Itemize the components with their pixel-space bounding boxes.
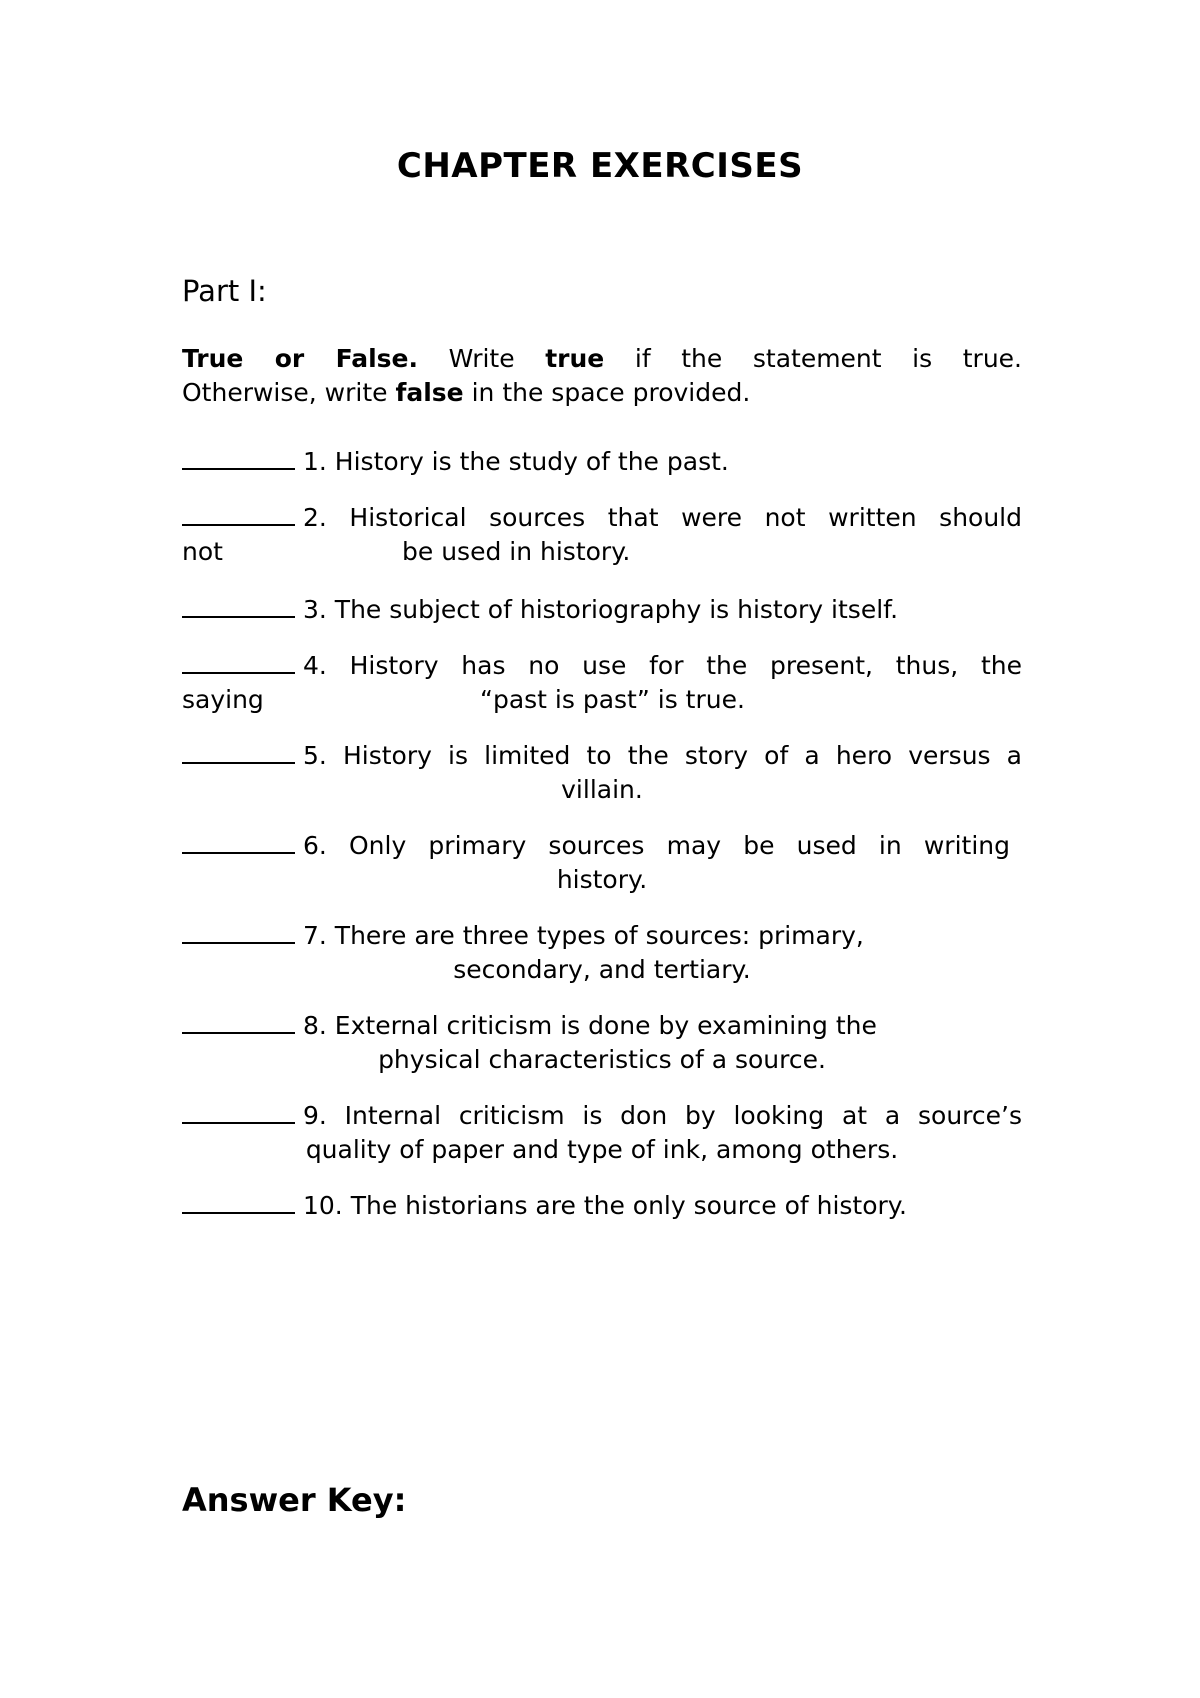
- answer-blank[interactable]: [182, 498, 295, 526]
- answer-blank[interactable]: [182, 1006, 295, 1034]
- question-1: [182, 442, 1022, 479]
- answer-blank[interactable]: [182, 826, 295, 854]
- instructions: [182, 342, 1022, 410]
- question-text: 8. External criticism is done by examining the: [303, 1011, 877, 1040]
- question-text: secondary, and tertiary.: [453, 955, 751, 984]
- answer-key-heading: Answer Key:: [182, 1481, 407, 1519]
- question-text: be used in history.: [402, 537, 631, 566]
- answer-blank[interactable]: [182, 1096, 295, 1124]
- question-text: history.: [556, 865, 648, 894]
- question-text: 3. The subject of historiography is history itself.: [303, 595, 899, 624]
- page-title: CHAPTER EXERCISES: [396, 146, 804, 186]
- question-7: [182, 916, 1022, 987]
- answer-blank[interactable]: [182, 590, 295, 618]
- question-text: 2. Historical sources that were not written should: [303, 503, 1022, 532]
- question-text: 5. History is limited to the story of a hero versus a: [303, 741, 1022, 770]
- question-text: 6. Only primary sources may be used in writing: [303, 831, 1010, 860]
- question-6: [182, 826, 1022, 897]
- question-3: [182, 590, 1022, 627]
- answer-blank[interactable]: [182, 646, 295, 674]
- question-5: [182, 736, 1022, 807]
- instructions-text: if the statement is true.: [634, 344, 1023, 373]
- instructions-bold-true: true: [545, 344, 605, 373]
- answer-blank[interactable]: [182, 916, 295, 944]
- instructions-text: Write: [448, 344, 515, 373]
- answer-blank[interactable]: [182, 442, 295, 470]
- question-10: [182, 1186, 1022, 1223]
- question-text: saying: [182, 685, 264, 714]
- question-text: not: [182, 537, 223, 566]
- question-text: physical characteristics of a source.: [378, 1045, 826, 1074]
- question-text: 10. The historians are the only source of history.: [303, 1191, 907, 1220]
- question-text: quality of paper and type of ink, among others.: [305, 1135, 899, 1164]
- instructions-bold-title: True or False.: [182, 344, 418, 373]
- answer-blank[interactable]: [182, 1186, 295, 1214]
- question-2: [182, 498, 1022, 569]
- question-text: 1. History is the study of the past.: [303, 447, 729, 476]
- question-text: 4. History has no use for the present, thus, the: [303, 651, 1022, 680]
- answer-blank[interactable]: [182, 736, 295, 764]
- question-text: “past is past” is true.: [480, 685, 745, 714]
- instructions-text: in the space provided.: [471, 378, 751, 407]
- question-8: [182, 1006, 1022, 1077]
- instructions-line-1: [182, 342, 1022, 376]
- part-label: Part I:: [182, 274, 267, 308]
- question-text: 9. Internal criticism is don by looking at a source’s: [303, 1101, 1022, 1130]
- question-text: villain.: [561, 775, 643, 804]
- question-4: [182, 646, 1022, 717]
- question-9: [182, 1096, 1022, 1167]
- instructions-bold-false: false: [395, 378, 464, 407]
- question-text: 7. There are three types of sources: primary,: [303, 921, 864, 950]
- instructions-line-2: [182, 376, 1022, 410]
- instructions-text: Otherwise, write: [182, 378, 388, 407]
